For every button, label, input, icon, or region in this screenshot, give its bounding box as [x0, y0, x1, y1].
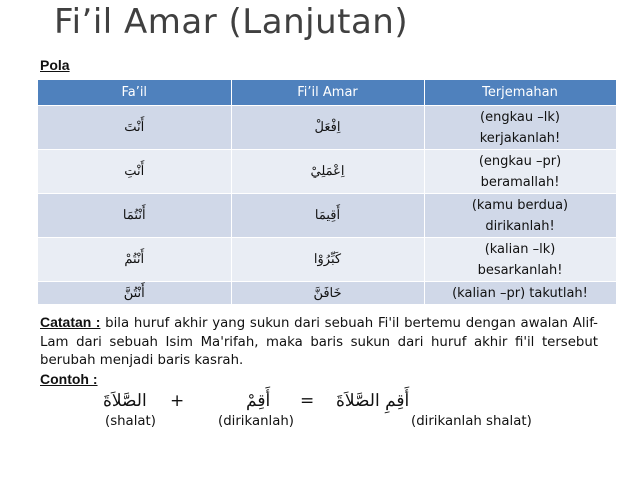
terjemahan-line-2: beramallah! — [480, 174, 560, 190]
header-fiil-amar: Fi’il Amar — [231, 80, 424, 106]
pola-table — [38, 80, 617, 304]
terjemahan-line-1: (kamu berdua) — [471, 197, 569, 213]
cell-terjemahan — [424, 282, 616, 305]
header-terjemahan: Terjemahan — [424, 80, 616, 106]
cell-terjemahan — [424, 238, 616, 282]
terjemahan-line-1: (engkau –pr) — [478, 153, 562, 169]
cell-amar: خَافَنَّ — [231, 282, 424, 305]
table-row — [38, 282, 616, 305]
cell-amar: كَبِّرُوْا — [231, 238, 424, 282]
table-row — [38, 238, 616, 282]
terjemahan-line-1: (kalian –lk) — [484, 241, 556, 257]
cell-terjemahan — [424, 194, 616, 238]
contoh-translation-verb: (dirikanlah) — [218, 414, 294, 429]
cell-fail: أَنْتُمَا — [38, 194, 231, 238]
contoh-equals: = — [300, 391, 315, 411]
contoh-plus: + — [170, 391, 185, 411]
cell-terjemahan — [424, 106, 616, 150]
cell-fail: أَنْتُمْ — [38, 238, 231, 282]
contoh-translation-result: (dirikanlah shalat) — [411, 414, 532, 429]
table-header-row — [38, 80, 616, 106]
table-row — [38, 194, 616, 238]
cell-fail: أَنْتِ — [38, 150, 231, 194]
table-row — [38, 106, 616, 150]
header-fail: Fa’il — [38, 80, 231, 106]
terjemahan-line-2: dirikanlah! — [485, 218, 555, 234]
page-title: Fi’il Amar (Lanjutan) — [54, 2, 409, 42]
terjemahan-line-2: besarkanlah! — [477, 262, 563, 278]
cell-amar: أَقِيمَا — [231, 194, 424, 238]
contoh-translation-noun: (shalat) — [105, 414, 156, 429]
cell-amar: اِعْمَلِيْ — [231, 150, 424, 194]
contoh-label: Contoh : — [40, 371, 98, 387]
terjemahan-line-2: kerjakanlah! — [479, 130, 561, 146]
table-row — [38, 150, 616, 194]
cell-fail: أَنْتَ — [38, 106, 231, 150]
catatan-paragraph — [40, 313, 598, 371]
terjemahan-line-1: (kalian –pr) takutlah! — [452, 285, 588, 301]
contoh-arabic-result: أَقِمِ الصَّلاَةَ — [336, 391, 410, 411]
pola-label: Pola — [40, 57, 70, 73]
catatan-label: Catatan : — [40, 314, 101, 330]
contoh-arabic-noun: الصَّلاَةَ — [103, 391, 147, 411]
contoh-arabic-verb: أَقِمْ — [246, 391, 271, 411]
terjemahan-line-1: (engkau –lk) — [480, 109, 560, 125]
cell-amar: اِفْعَلْ — [231, 106, 424, 150]
cell-terjemahan — [424, 150, 616, 194]
cell-fail: أَنْتُنَّ — [38, 282, 231, 305]
catatan-text: bila huruf akhir yang sukun dari sebuah Fi'il bertemu dengan awalan Alif-Lam dari sebuah Isim Ma'rifah, maka baris sukun dari huruf akhir fi'il tersebut berubah menjadi baris kasrah. — [40, 316, 598, 368]
